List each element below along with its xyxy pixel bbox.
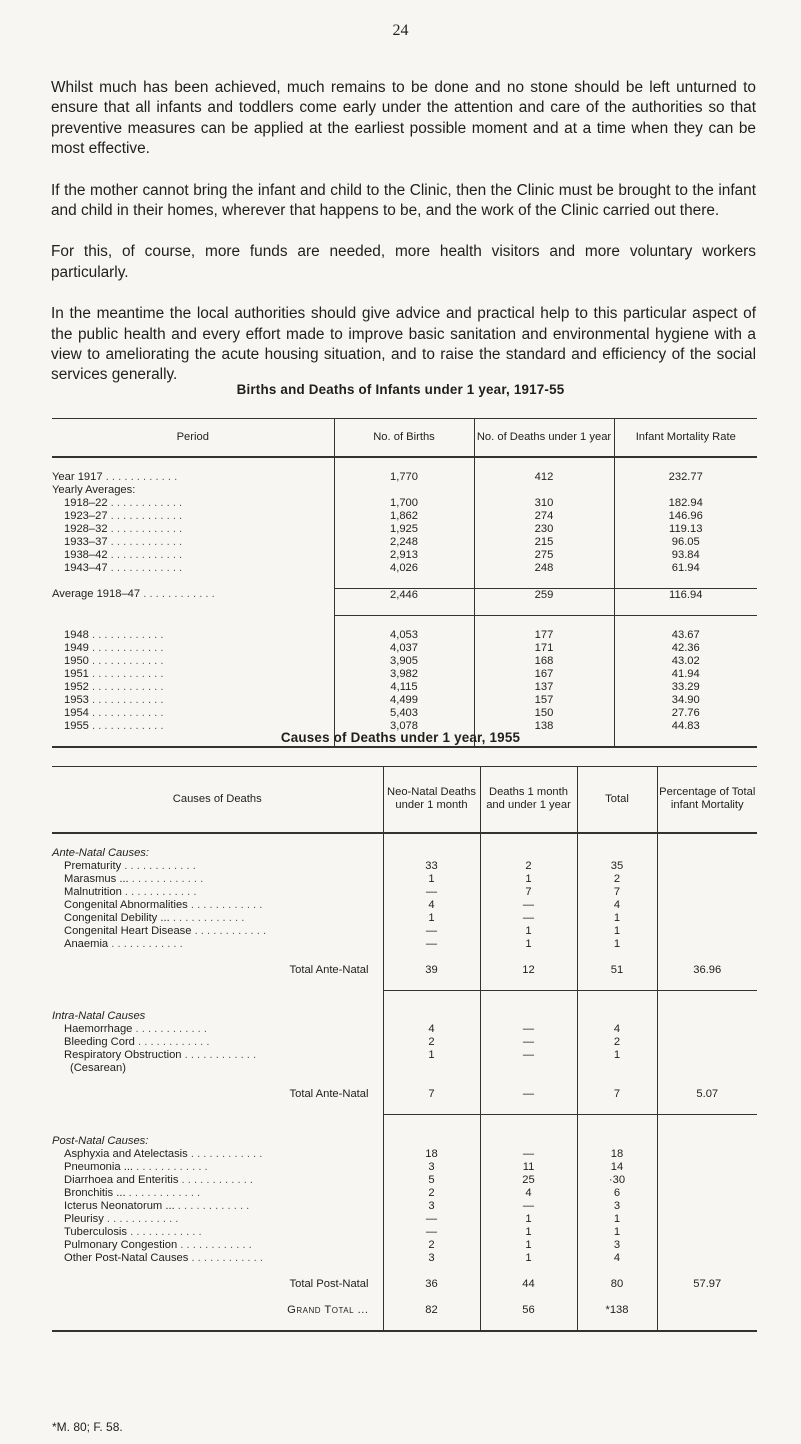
col-header-period: Period [52,419,334,457]
cause-label: Pneumonia ... [64,1160,134,1173]
cell-births: 4,115 [334,681,474,694]
cell-total: 3 [577,1239,657,1252]
cell-post: 1 [480,1252,577,1265]
cause-label: Anaemia [64,937,109,950]
cell-deaths: 275 [474,549,614,562]
row-label: 1928–32 [64,522,108,535]
cell-neo: 2 [383,1036,480,1049]
cell-total: 51 [577,964,657,977]
cell-post: — [480,899,577,912]
cell-births: 4,499 [334,694,474,707]
cause-label: Icterus Neonatorum ... [64,1199,175,1212]
leader-dots [182,1049,257,1061]
cell-births: 3,982 [334,668,474,681]
leader-dots [188,1252,263,1264]
leader-dots [129,873,204,885]
cell-total: 2 [577,873,657,886]
leader-dots [121,860,196,872]
cell-neo: 39 [383,964,480,977]
row-label: 1953 [64,693,89,706]
cell-neo: 3 [383,1161,480,1174]
col-header-neonatal: Neo-Natal Deaths under 1 month [383,767,480,833]
cell-rate: 146.96 [614,510,757,523]
cell-rate: 119.13 [614,523,757,536]
cell-post: 25 [480,1174,577,1187]
leader-dots [122,886,197,898]
row-label: 1923–27 [64,509,108,522]
table-row [52,536,757,549]
cell-post: — [480,1036,577,1049]
cell-post: 1 [480,1226,577,1239]
table-row [52,1200,757,1213]
table-row [52,510,757,523]
cause-label: Haemorrhage [64,1023,133,1035]
leader-dots [175,1200,250,1212]
table-row [52,886,757,899]
cell-neo: 3 [383,1252,480,1265]
cell-total: 80 [577,1278,657,1291]
cell-neo: 18 [383,1148,480,1161]
cell-births: 2,913 [334,549,474,562]
cell-rate: 27.76 [614,707,757,720]
cell-deaths: 248 [474,562,614,575]
table-row [52,1213,757,1226]
cell-post: — [480,912,577,925]
cell-post: 1 [480,938,577,951]
cell-total: ·30 [577,1174,657,1187]
cause-label: Respiratory Obstruction [64,1049,182,1061]
total-label: Total Ante-Natal [289,963,369,976]
leader-dots [108,523,183,535]
cell-total: *138 [577,1304,657,1317]
row-label: 1933–37 [64,535,108,548]
cell-neo: 4 [383,899,480,912]
cell-neo: 5 [383,1174,480,1187]
cause-label: Tuberculosis [64,1225,128,1238]
cell-deaths: 171 [474,642,614,655]
leader-dots [177,1239,252,1251]
cell-post: — [480,1049,577,1062]
births-table-title: Births and Deaths of Infants under 1 year, 1917-55 [236,382,565,397]
cell-neo: 1 [383,873,480,886]
row-label: 1955 [64,719,89,732]
total-label: Total Post-Natal [289,1277,369,1290]
section-heading: Ante-Natal Causes: [52,846,150,859]
cell-neo: 1 [383,912,480,925]
cause-label: Other Post-Natal Causes [64,1251,189,1264]
cell-births: 1,925 [334,523,474,536]
table-row [52,681,757,694]
table-row [52,707,757,720]
causes-of-deaths-table [52,766,757,1332]
table-row [52,1148,757,1161]
cause-label: Bleeding Cord [64,1036,135,1048]
cell-neo: — [383,1213,480,1226]
col-header-births: No. of Births [334,419,474,457]
cell-neo: — [383,1226,480,1239]
cell-percentage: 5.07 [657,1088,757,1101]
cell-post: — [480,1023,577,1036]
table-row [52,497,757,510]
cause-label: Diarrhoea and Enteritis [64,1173,179,1186]
row-label: 1948 [64,628,89,641]
table-row [52,694,757,707]
cell-total: 6 [577,1187,657,1200]
paragraph: If the mother cannot bring the infant and child to the Clinic, then the Clinic must be brought to the infant and child in their homes, wherever that happens to be, and the work of the Clinic carried out there. [51,181,756,220]
average-row: Average 1918–47 . . . 2,446 259 116.94 [52,588,757,602]
cell-neo: 3 [383,1200,480,1213]
cell-births: 1,862 [334,510,474,523]
leader-dots [108,536,183,548]
cell-total: 2 [577,1036,657,1049]
cell-rate: 34.90 [614,694,757,707]
cause-label: Pleurisy [64,1212,104,1225]
leader-dots [108,549,183,561]
leader-dots [188,899,263,911]
section-heading: Intra-Natal Causes [52,1010,146,1022]
cell-rate: 41.94 [614,668,757,681]
row-label: 1952 [64,680,89,693]
cell-neo: 1 [383,1049,480,1062]
table-row [52,655,757,668]
leader-dots [108,510,183,522]
cell-rate: 42.36 [614,642,757,655]
row-label: 1943–47 [64,561,108,574]
cell-post: 7 [480,886,577,899]
cause-label: Congenital Abnormalities [64,898,188,911]
cell-births: 4,053 [334,629,474,642]
leader-dots [89,629,164,641]
cell-total: 4 [577,899,657,912]
table-row [52,549,757,562]
table-row [52,523,757,536]
cell-deaths: 215 [474,536,614,549]
cell-total: 14 [577,1161,657,1174]
total-row [52,1304,757,1317]
cell-total: 1 [577,1226,657,1239]
cell-post: — [480,1088,577,1101]
row-label: 1950 [64,654,89,667]
table-row [52,668,757,681]
total-label: Grand Total ... [287,1303,369,1316]
cell-percentage: 57.97 [657,1278,757,1291]
cell-total: 1 [577,912,657,925]
cell-total: 3 [577,1200,657,1213]
paragraph: Whilst much has been achieved, much remains to be done and no stone should be left unturned to ensure that all infants and toddlers come early under the attention and care of the authorities so that preventive measures can be applied at the earliest possible moment and at a time when they can be most effective. [51,79,756,158]
cell-post: 1 [480,1239,577,1252]
cell-total: 1 [577,938,657,951]
cause-label: Bronchitis ... [64,1186,126,1199]
footnote: *M. 80; F. 58. [52,1420,123,1434]
paragraph: In the meantime the local authorities should give advice and practical help to this particular aspect of the public health and every effort made to improve basic sanitation and environmental hygiene with a view to ameliorating the acute housing situation, and to raise the standard and efficiency of the social services generally. [51,305,756,384]
leader-dots [89,694,164,706]
cell-deaths: 137 [474,681,614,694]
leader-dots [89,655,164,667]
table-row [52,629,757,642]
table-row [52,1036,757,1049]
cell-neo: 82 [383,1304,480,1317]
cause-label: Prematurity [64,859,122,872]
leader-dots [178,1174,253,1186]
col-header-rate: Infant Mortality Rate [614,419,757,457]
table-row [52,1252,757,1265]
leader-dots [126,1187,201,1199]
cell-births: 3,905 [334,655,474,668]
total-row [52,1278,757,1291]
cell-births: 3,078 [334,720,474,733]
leader-dots [127,1226,202,1238]
cause-label: Marasmus ... [64,872,129,885]
col-header-causes: Causes of Deaths [52,767,383,833]
births-deaths-table [52,418,757,748]
leader-dots [188,1148,263,1160]
table-row [52,1161,757,1174]
cell-rate: 96.05 [614,536,757,549]
table-row [52,1049,757,1062]
cell-total: 35 [577,860,657,873]
leader-dots [104,1213,179,1225]
leader-dots [89,668,164,680]
cell-total: 4 [577,1023,657,1036]
paragraph: For this, of course, more funds are needed, more health visitors and more voluntary workers particularly. [51,243,756,281]
cell-rate: 182.94 [614,497,757,510]
leader-dots [108,497,183,509]
yearly-averages-label: Yearly Averages: [52,483,136,496]
row-label: 1949 [64,641,89,654]
cell-neo: 2 [383,1187,480,1200]
leader-dots [108,938,183,950]
cell-neo: 36 [383,1278,480,1291]
col-header-percentage: Percentage of Total infant Mortality [657,767,757,833]
cell-deaths: 230 [474,523,614,536]
cell-post: 11 [480,1161,577,1174]
cell-total: 7 [577,1088,657,1101]
cell-rate: 43.67 [614,629,757,642]
cell-neo: — [383,886,480,899]
table-row [52,1239,757,1252]
cell-deaths: 310 [474,497,614,510]
cell-neo: 2 [383,1239,480,1252]
causes-table-title: Causes of Deaths under 1 year, 1955 [280,730,521,745]
cell-deaths: 138 [474,720,614,733]
cell-deaths: 274 [474,510,614,523]
cell-total: 1 [577,925,657,938]
cell-post: 56 [480,1304,577,1317]
cell-post: 1 [480,925,577,938]
cell-neo: — [383,925,480,938]
cell-deaths: 150 [474,707,614,720]
cell-rate: 43.02 [614,655,757,668]
page-number: 24 [392,22,409,39]
cell-births: 2,248 [334,536,474,549]
cell-percentage [657,1304,757,1317]
cell-total: 1 [577,1213,657,1226]
cell-births: 1,700 [334,497,474,510]
table-row [52,912,757,925]
cell-rate: 93.84 [614,549,757,562]
cell-births: 4,026 [334,562,474,575]
table-row [52,1174,757,1187]
cell-neo: 4 [383,1023,480,1036]
cell-neo: 7 [383,1088,480,1101]
total-row [52,964,757,977]
table-row [52,1187,757,1200]
total-row [52,1088,757,1101]
table-row [52,899,757,912]
cesarean-note: (Cesarean) [70,1062,126,1074]
cell-births: 5,403 [334,707,474,720]
cell-rate: 33.29 [614,681,757,694]
leader-dots [133,1161,208,1173]
cause-label: Asphyxia and Atelectasis [64,1147,188,1160]
cell-post: 1 [480,1213,577,1226]
cell-total: 1 [577,1049,657,1062]
cell-post: — [480,1200,577,1213]
col-header-total: Total [577,767,657,833]
body-text [51,78,756,407]
cause-label: Congenital Debility ... [64,911,170,924]
cell-post: 2 [480,860,577,873]
cell-post: 44 [480,1278,577,1291]
leader-dots [132,1023,207,1035]
cell-total: 18 [577,1148,657,1161]
leader-dots [191,925,266,937]
cell-deaths: 167 [474,668,614,681]
table-row [52,1226,757,1239]
row-label: 1951 [64,667,89,680]
cell-deaths: 157 [474,694,614,707]
cell-deaths: 168 [474,655,614,668]
table-row [52,562,757,575]
table-row [52,860,757,873]
table-row [52,938,757,951]
cell-rate: 44.83 [614,720,757,733]
row-label: 1938–42 [64,548,108,561]
leader-dots [108,562,183,574]
leader-dots [89,681,164,693]
cell-post: 12 [480,964,577,977]
table-row [52,873,757,886]
cell-births: 4,037 [334,642,474,655]
section-heading: Post-Natal Causes: [52,1134,149,1147]
cell-neo: — [383,938,480,951]
leader-dots [89,642,164,654]
table-row [52,925,757,938]
cell-percentage: 36.96 [657,964,757,977]
table-row [52,1023,757,1036]
cell-rate: 61.94 [614,562,757,575]
table-row: Year 1917 . . . 1,770 412 232.77 [52,471,757,484]
cell-total: 7 [577,886,657,899]
cell-deaths: 177 [474,629,614,642]
cause-label: Congenital Heart Disease [64,924,192,937]
cell-post: 4 [480,1187,577,1200]
row-label: 1954 [64,706,89,719]
table-row [52,642,757,655]
total-label: Total Ante-Natal [289,1088,369,1100]
cause-label: Pulmonary Congestion [64,1238,178,1251]
leader-dots [170,912,245,924]
cell-total: 4 [577,1252,657,1265]
cell-neo: 33 [383,860,480,873]
col-header-postneonatal: Deaths 1 month and under 1 year [480,767,577,833]
leader-dots [135,1036,210,1048]
col-header-deaths: No. of Deaths under 1 year [474,419,614,457]
cause-label: Malnutrition [64,885,122,898]
row-label: 1918–22 [64,496,108,509]
cell-post: — [480,1148,577,1161]
leader-dots [89,707,164,719]
cell-post: 1 [480,873,577,886]
